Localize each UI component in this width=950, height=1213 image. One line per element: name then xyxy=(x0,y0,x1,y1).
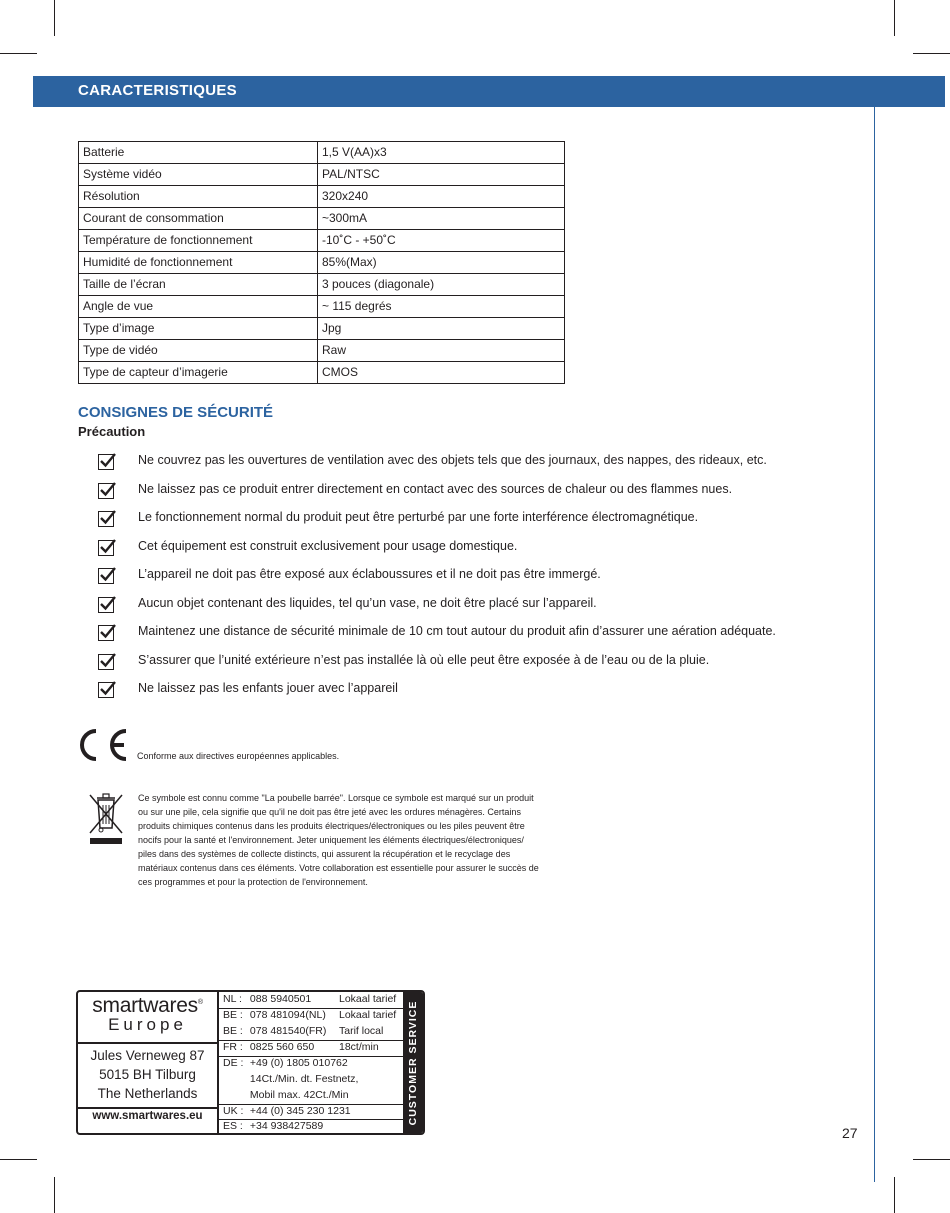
spec-value: 320x240 xyxy=(318,186,565,208)
crop-mark xyxy=(54,1177,55,1213)
spec-key: Humidité de fonctionnement xyxy=(79,252,318,274)
checkbox-icon xyxy=(98,454,114,470)
weee-line: Ce symbole est connu comme "La poubelle barrée". Lorsque ce symbole est marqué sur un produit xyxy=(138,793,534,803)
spec-key: Batterie xyxy=(79,142,318,164)
spec-key: Taille de l’écran xyxy=(79,274,318,296)
spec-key: Système vidéo xyxy=(79,164,318,186)
phone-number: 078 481094(NL) xyxy=(249,1009,326,1021)
customer-service-label: CUSTOMER SERVICE xyxy=(407,1000,419,1125)
phone-number: +34 938427589 xyxy=(249,1120,324,1132)
ce-text: Conforme aux directives européennes applicables. xyxy=(137,751,340,761)
table-row xyxy=(79,274,565,296)
divider xyxy=(78,1107,217,1109)
ce-mark-icon xyxy=(76,727,130,763)
table-row xyxy=(79,318,565,340)
spec-key: Angle de vue xyxy=(79,296,318,318)
checkbox-icon xyxy=(98,597,114,613)
crop-mark xyxy=(913,1159,950,1160)
table-row xyxy=(79,252,565,274)
crop-mark xyxy=(894,1177,895,1213)
section-header xyxy=(33,76,945,107)
spec-value: CMOS xyxy=(318,362,565,384)
safety-item-text: Maintenez une distance de sécurité minimale de 10 cm tout autour du produit afin d’assurer une aération adéquate. xyxy=(138,624,776,638)
country-code: ES : xyxy=(223,1120,243,1132)
safety-item-text: Le fonctionnement normal du produit peut être perturbé par une forte interférence électromagnétique. xyxy=(138,510,699,524)
safety-title: CONSIGNES DE SÉCURITÉ xyxy=(78,404,274,421)
country-code: BE : xyxy=(223,1025,243,1037)
checkbox-icon xyxy=(98,625,114,641)
phone-row xyxy=(223,1105,351,1117)
table-row xyxy=(79,142,565,164)
address-line: 5015 BH Tilburg xyxy=(99,1067,196,1082)
crop-mark xyxy=(0,53,37,54)
divider xyxy=(219,1008,405,1009)
safety-item-text: Ne laissez pas les enfants jouer avec l’appareil xyxy=(138,681,398,695)
brand-region: Europe xyxy=(108,1015,187,1034)
weee-line: nocifs pour la santé et l'environnement. Jeter uniquement les éléments électriques/électroniques/ xyxy=(138,835,524,845)
crop-mark xyxy=(894,0,895,36)
side-rule xyxy=(874,107,875,1182)
spec-value: ~ 115 degrés xyxy=(318,296,565,318)
brand-logo xyxy=(78,992,217,1042)
phone-number: 078 481540(FR) xyxy=(249,1025,327,1037)
safety-item-text: Ne couvrez pas les ouvertures de ventilation avec des objets tels que des journaux, des nappes, des rideaux, etc. xyxy=(138,453,767,467)
specs-table xyxy=(78,141,565,384)
phone-row xyxy=(223,1120,323,1132)
safety-item-text: L’appareil ne doit pas être exposé aux éclaboussures et il ne doit pas être immergé. xyxy=(138,567,601,581)
country-code: NL : xyxy=(223,993,242,1005)
weee-line: ces programmes et pour la protection de l'environnement. xyxy=(138,877,368,887)
spec-key: Température de fonctionnement xyxy=(79,230,318,252)
contact-card xyxy=(76,990,425,1135)
website-link[interactable]: www.smartwares.eu xyxy=(92,1110,203,1122)
checkbox-icon xyxy=(98,511,114,527)
spec-value: PAL/NTSC xyxy=(318,164,565,186)
table-row xyxy=(79,362,565,384)
table-row xyxy=(79,164,565,186)
phone-number: +44 (0) 345 230 1231 xyxy=(249,1105,351,1117)
tariff-note: 18ct/min xyxy=(339,1041,379,1053)
divider xyxy=(219,1104,405,1105)
spec-value: 1,5 V(AA)x3 xyxy=(318,142,565,164)
table-row xyxy=(79,208,565,230)
table-row xyxy=(79,296,565,318)
brand-name: smartwares xyxy=(92,994,198,1017)
spec-value: -10˚C - +50˚C xyxy=(318,230,565,252)
crop-mark xyxy=(0,1159,37,1160)
registered-mark: ® xyxy=(197,999,203,1006)
safety-item-text: Cet équipement est construit exclusivement pour usage domestique. xyxy=(138,539,518,553)
weee-text xyxy=(138,791,590,889)
spec-value: ~300mA xyxy=(318,208,565,230)
phone-number: +49 (0) 1805 010762 xyxy=(249,1057,348,1069)
crop-mark xyxy=(913,53,950,54)
tariff-note: Tarif local xyxy=(339,1025,384,1037)
spec-key: Type de capteur d’imagerie xyxy=(79,362,318,384)
divider xyxy=(219,1056,405,1057)
phone-row xyxy=(223,1089,349,1101)
spec-key: Résolution xyxy=(79,186,318,208)
spec-value: 85%(Max) xyxy=(318,252,565,274)
address-line: The Netherlands xyxy=(97,1086,198,1101)
phone-row xyxy=(223,1009,397,1021)
weee-line: matériaux contenus dans ces éléments. Votre collaboration est essentielle pour assurer le succès de xyxy=(138,863,539,873)
checkbox-icon xyxy=(98,568,114,584)
weee-line: ou sur une pile, cela signifie que qu'il ne doit pas être jeté avec les ordures ménagères. Certains xyxy=(138,807,521,817)
safety-item-text: Aucun objet contenant des liquides, tel qu’un vase, ne doit être placé sur l’appareil. xyxy=(138,596,597,610)
tariff-note: Lokaal tarief xyxy=(339,993,397,1005)
divider xyxy=(217,992,219,1133)
spec-value: Jpg xyxy=(318,318,565,340)
crop-mark xyxy=(54,0,55,36)
table-row xyxy=(79,340,565,362)
country-code: BE : xyxy=(223,1009,243,1021)
table-row xyxy=(79,230,565,252)
phone-number: 088 5940501 xyxy=(249,993,312,1005)
section-title: CARACTERISTIQUES xyxy=(78,82,237,99)
spec-key: Type d’image xyxy=(79,318,318,340)
address xyxy=(78,1046,217,1103)
checkbox-icon xyxy=(98,540,114,556)
safety-item-text: S’assurer que l’unité extérieure n’est pas installée là où elle peut être exposée à de l’eau ou de la pluie. xyxy=(138,653,710,667)
checkbox-icon xyxy=(98,654,114,670)
spec-key: Type de vidéo xyxy=(79,340,318,362)
divider xyxy=(78,1042,217,1044)
country-code: FR : xyxy=(223,1041,243,1053)
checkbox-icon xyxy=(98,483,114,499)
table-row xyxy=(79,186,565,208)
phone-number: 14Ct./Min. dt. Festnetz, xyxy=(249,1073,359,1085)
precaution-subtitle: Précaution xyxy=(78,424,146,439)
phone-row xyxy=(223,1025,384,1037)
phone-number: 0825 560 650 xyxy=(249,1041,315,1053)
spec-key: Courant de consommation xyxy=(79,208,318,230)
phone-row xyxy=(223,1041,379,1053)
customer-service-band xyxy=(403,992,423,1133)
divider xyxy=(219,1119,405,1120)
tariff-note: Lokaal tarief xyxy=(339,1009,397,1021)
phone-row xyxy=(223,1057,348,1069)
spec-value: Raw xyxy=(318,340,565,362)
checkbox-icon xyxy=(98,682,114,698)
country-code: UK : xyxy=(223,1105,244,1117)
phone-row xyxy=(223,993,397,1005)
page-number: 27 xyxy=(842,1125,858,1141)
crossed-out-bin-icon xyxy=(86,791,126,847)
phone-number: Mobil max. 42Ct./Min xyxy=(249,1089,349,1101)
address-line: Jules Verneweg 87 xyxy=(90,1048,205,1063)
divider xyxy=(219,1040,405,1041)
weee-line: piles dans des systèmes de collecte distincts, qui assurent la récupération et le recyclage des xyxy=(138,849,511,859)
phone-row xyxy=(223,1073,358,1085)
weee-line: produits chimiques contenus dans les produits électriques/électroniques ou les piles peuvent être xyxy=(138,821,525,831)
safety-item-text: Ne laissez pas ce produit entrer directement en contact avec des sources de chaleur ou des flammes nues. xyxy=(138,482,733,496)
country-code: DE : xyxy=(223,1057,244,1069)
spec-value: 3 pouces (diagonale) xyxy=(318,274,565,296)
